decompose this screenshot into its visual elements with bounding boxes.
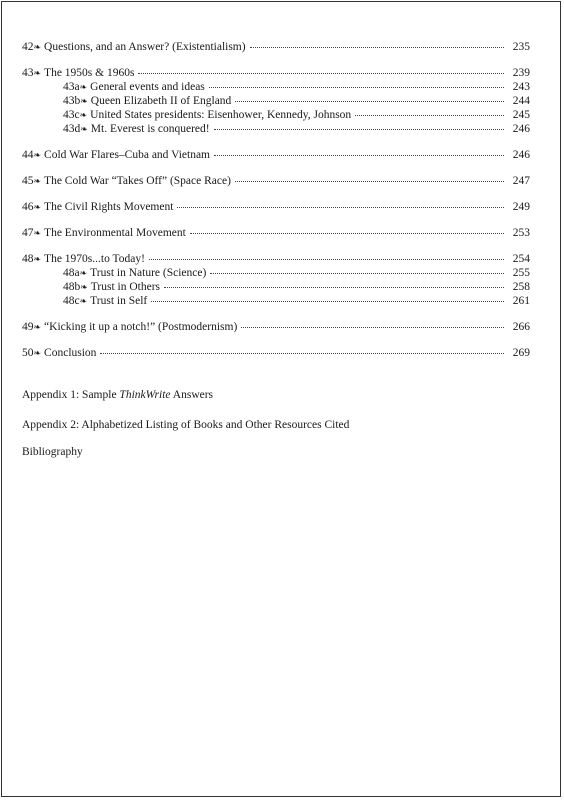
fleuron-ornament-icon: ❧ xyxy=(80,282,88,292)
toc-entry xyxy=(22,200,530,214)
section-title: Trust in Others xyxy=(90,281,161,293)
fleuron-ornament-icon: ❧ xyxy=(33,254,42,264)
dot-leader xyxy=(149,258,504,260)
appendix-1-entry xyxy=(22,388,213,402)
toc-entry xyxy=(22,320,530,334)
dot-leader xyxy=(164,286,504,288)
dot-leader xyxy=(355,114,504,116)
appendix-1-suffix: Answers xyxy=(170,389,214,401)
page-number: 246 xyxy=(512,123,530,135)
dot-leader xyxy=(214,154,504,156)
section-title: General events and ideas xyxy=(90,81,205,93)
chapter-number: 49 xyxy=(22,321,34,333)
chapter-title: “Kicking it up a notch!” (Postmodernism) xyxy=(44,321,238,333)
section-number: 43d xyxy=(63,123,81,135)
fleuron-ornament-icon: ❧ xyxy=(33,42,42,52)
chapter-number: 46 xyxy=(22,201,34,213)
toc-subentry xyxy=(22,266,530,280)
dot-leader xyxy=(138,72,504,74)
fleuron-ornament-icon: ❧ xyxy=(33,68,42,78)
section-title: Queen Elizabeth II of England xyxy=(90,95,232,107)
chapter-title: Conclusion xyxy=(44,347,97,359)
section-title: United States presidents: Eisenhower, Kennedy, Johnson xyxy=(90,109,352,121)
appendix-1-italic: ThinkWrite xyxy=(119,389,171,401)
fleuron-ornament-icon: ❧ xyxy=(79,296,88,306)
chapter-title: Questions, and an Answer? (Existentialism) xyxy=(44,41,246,53)
chapter-number: 48 xyxy=(22,253,34,265)
toc-subentry xyxy=(22,80,530,94)
toc-chapter xyxy=(22,200,530,214)
page-number: 266 xyxy=(512,321,530,333)
section-title: Trust in Self xyxy=(90,295,148,307)
page-number: 253 xyxy=(512,227,530,239)
fleuron-ornament-icon: ❧ xyxy=(33,348,42,358)
dot-leader xyxy=(214,128,504,130)
toc-chapter xyxy=(22,174,530,188)
chapter-title: The 1950s & 1960s xyxy=(44,67,135,79)
page-number: 239 xyxy=(512,67,530,79)
fleuron-ornament-icon: ❧ xyxy=(80,96,88,106)
chapter-number: 47 xyxy=(22,227,34,239)
dot-leader xyxy=(250,46,504,48)
fleuron-ornament-icon: ❧ xyxy=(33,202,42,212)
page-number: 243 xyxy=(512,81,530,93)
toc-chapter xyxy=(22,226,530,240)
page-number: 235 xyxy=(512,41,530,53)
fleuron-ornament-icon: ❧ xyxy=(79,82,88,92)
chapter-number: 50 xyxy=(22,347,34,359)
section-title: Trust in Nature (Science) xyxy=(90,267,207,279)
toc-chapter xyxy=(22,320,530,334)
section-number: 43b xyxy=(63,95,81,107)
toc-chapter xyxy=(22,346,530,360)
appendix-2-entry: Appendix 2: Alphabetized Listing of Books and Other Resources Cited xyxy=(22,419,350,431)
fleuron-ornament-icon: ❧ xyxy=(33,322,42,332)
toc-chapter xyxy=(22,148,530,162)
toc-entry xyxy=(22,66,530,80)
section-number: 48b xyxy=(63,281,81,293)
toc-entry xyxy=(22,174,530,188)
dot-leader xyxy=(235,180,504,182)
fleuron-ornament-icon: ❧ xyxy=(33,228,42,238)
fleuron-ornament-icon: ❧ xyxy=(80,124,88,134)
section-number: 43a xyxy=(63,81,80,93)
section-number: 43c xyxy=(63,109,80,121)
page-number: 255 xyxy=(512,267,530,279)
page-number: 245 xyxy=(512,109,530,121)
page-number: 254 xyxy=(512,253,530,265)
chapter-number: 43 xyxy=(22,67,34,79)
section-number: 48c xyxy=(63,295,80,307)
toc-subentry xyxy=(22,94,530,108)
page-number: 261 xyxy=(512,295,530,307)
section-title: Mt. Everest is conquered! xyxy=(90,123,210,135)
page-number: 258 xyxy=(512,281,530,293)
chapter-title: The Cold War “Takes Off” (Space Race) xyxy=(44,175,231,187)
chapter-title: The Environmental Movement xyxy=(44,227,186,239)
chapter-number: 42 xyxy=(22,41,34,53)
chapter-number: 44 xyxy=(22,149,34,161)
toc-entry xyxy=(22,252,530,266)
toc-chapter xyxy=(22,66,530,136)
page-number: 269 xyxy=(512,347,530,359)
toc-entry xyxy=(22,346,530,360)
fleuron-ornament-icon: ❧ xyxy=(33,150,42,160)
toc-chapter xyxy=(22,40,530,54)
toc-entry xyxy=(22,148,530,162)
appendix-1-prefix: Appendix 1: Sample xyxy=(22,389,120,401)
dot-leader xyxy=(241,326,504,328)
toc-subentry xyxy=(22,280,530,294)
toc-chapter xyxy=(22,252,530,308)
toc-subentry xyxy=(22,122,530,136)
dot-leader xyxy=(235,100,504,102)
page-number: 246 xyxy=(512,149,530,161)
toc-entry xyxy=(22,226,530,240)
page-number: 247 xyxy=(512,175,530,187)
page-number: 244 xyxy=(512,95,530,107)
fleuron-ornament-icon: ❧ xyxy=(79,268,88,278)
chapter-title: Cold War Flares–Cuba and Vietnam xyxy=(44,149,211,161)
fleuron-ornament-icon: ❧ xyxy=(33,176,42,186)
table-of-contents xyxy=(22,40,530,372)
bibliography-entry: Bibliography xyxy=(22,446,83,458)
document-page xyxy=(1,1,561,797)
dot-leader xyxy=(177,206,504,208)
dot-leader xyxy=(209,86,504,88)
toc-subentry xyxy=(22,108,530,122)
dot-leader xyxy=(190,232,504,234)
dot-leader xyxy=(210,272,504,274)
chapter-title: The Civil Rights Movement xyxy=(44,201,174,213)
toc-entry xyxy=(22,40,530,54)
dot-leader xyxy=(100,352,504,354)
page-number: 249 xyxy=(512,201,530,213)
chapter-number: 45 xyxy=(22,175,34,187)
section-number: 48a xyxy=(63,267,80,279)
chapter-title: The 1970s...to Today! xyxy=(44,253,145,265)
toc-subentry xyxy=(22,294,530,308)
fleuron-ornament-icon: ❧ xyxy=(79,110,88,120)
dot-leader xyxy=(151,300,504,302)
